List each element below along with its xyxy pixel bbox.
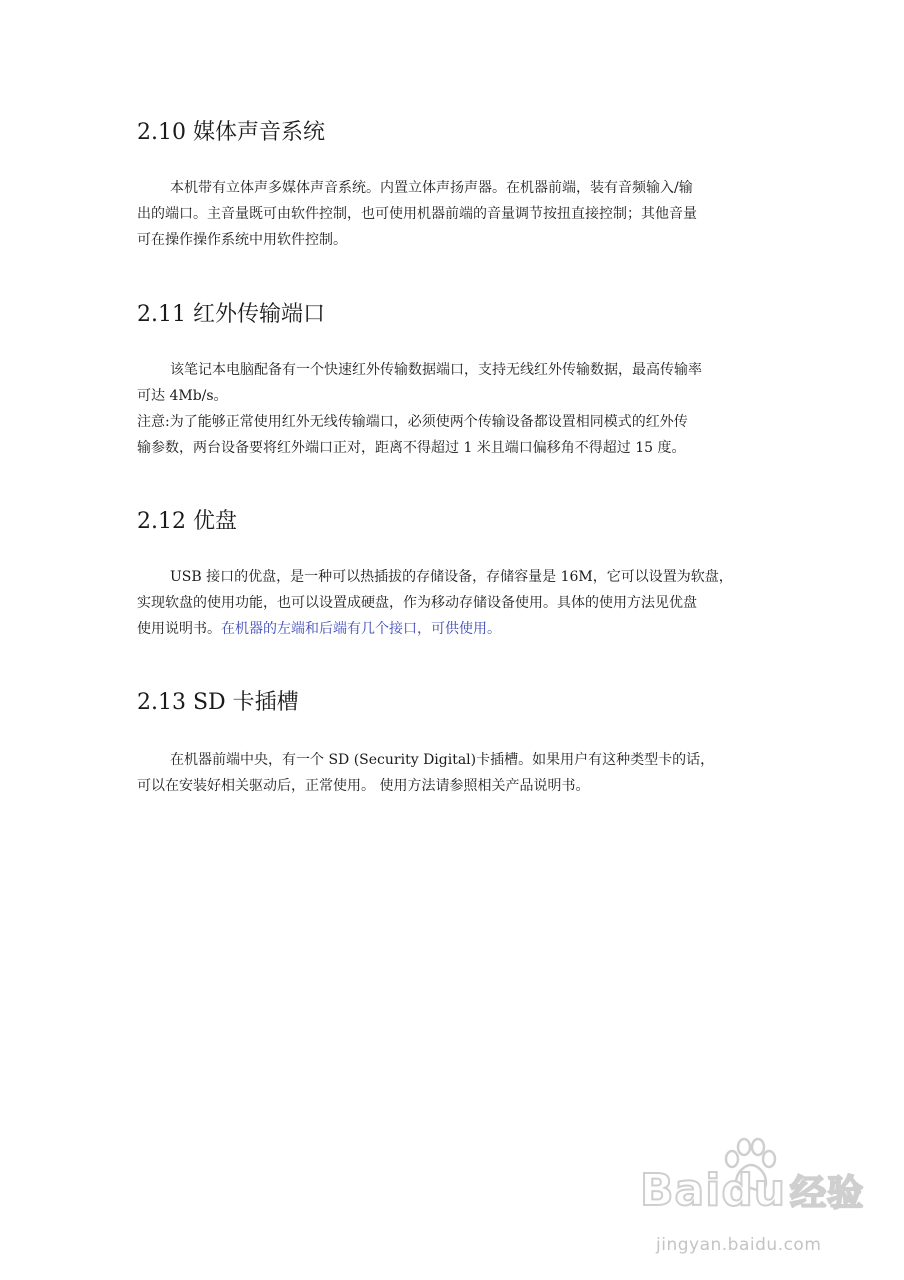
watermark-brand-text: Bai	[640, 1165, 722, 1216]
watermark-brand-cn: 经验	[790, 1173, 865, 1214]
paragraph-line: 出的端口。主音量既可由软件控制，也可使用机器前端的音量调节按扭直接控制；其他音量	[137, 206, 697, 222]
paragraph-line: 本机带有立体声多媒体声音系统。内置立体声扬声器。在机器前端，装有音频输入/输	[170, 180, 693, 196]
paragraph-text: 使用说明书。	[137, 621, 221, 637]
section-heading-2-12: 2.12 优盘	[137, 509, 237, 534]
section-body-2-13	[137, 747, 772, 799]
paragraph-line: 输参数，两台设备要将红外端口正对，距离不得超过 1 米且端口偏移角不得超过 15 度。	[137, 440, 686, 456]
paragraph-line	[137, 616, 772, 642]
watermark-brand-suffix: du	[721, 1165, 787, 1216]
paragraph-line: 在机器前端中央，有一个 SD (Security Digital)卡插槽。如果用户有这种类型卡的话，	[170, 752, 715, 768]
paragraph-line: USB 接口的优盘，是一种可以热插拔的存储设备，存储容量是 16M，它可以设置为软盘，	[170, 569, 733, 585]
section-body-2-11	[137, 357, 772, 461]
blue-note-text: 在机器的左端和后端有几个接口，可供使用。	[221, 621, 501, 637]
section-heading-2-13: 2.13 SD 卡插槽	[137, 690, 299, 715]
section-heading-2-10: 2.10 媒体声音系统	[137, 120, 325, 145]
baidu-jingyan-watermark	[640, 1135, 870, 1275]
paragraph-line: 可在操作操作系统中用软件控制。	[137, 232, 347, 248]
paragraph-line: 注意:为了能够正常使用红外无线传输端口，必须使两个传输设备都设置相同模式的红外传	[137, 414, 688, 430]
paragraph-line: 该笔记本电脑配备有一个快速红外传输数据端口，支持无线红外传输数据，最高传输率	[170, 362, 702, 378]
watermark-url: jingyan.baidu.com	[656, 1235, 822, 1255]
section-heading-2-11: 2.11 红外传输端口	[137, 302, 325, 327]
section-body-2-12	[137, 564, 772, 642]
paragraph-line: 实现软盘的使用功能，也可以设置成硬盘，作为移动存储设备使用。具体的使用方法见优盘	[137, 595, 697, 611]
watermark-brand	[640, 1165, 864, 1216]
section-body-2-10	[137, 175, 772, 253]
paragraph-line: 可达 4Mb/s。	[137, 388, 228, 404]
paragraph-line: 可以在安装好相关驱动后，正常使用。 使用方法请参照相关产品说明书。	[137, 778, 590, 794]
